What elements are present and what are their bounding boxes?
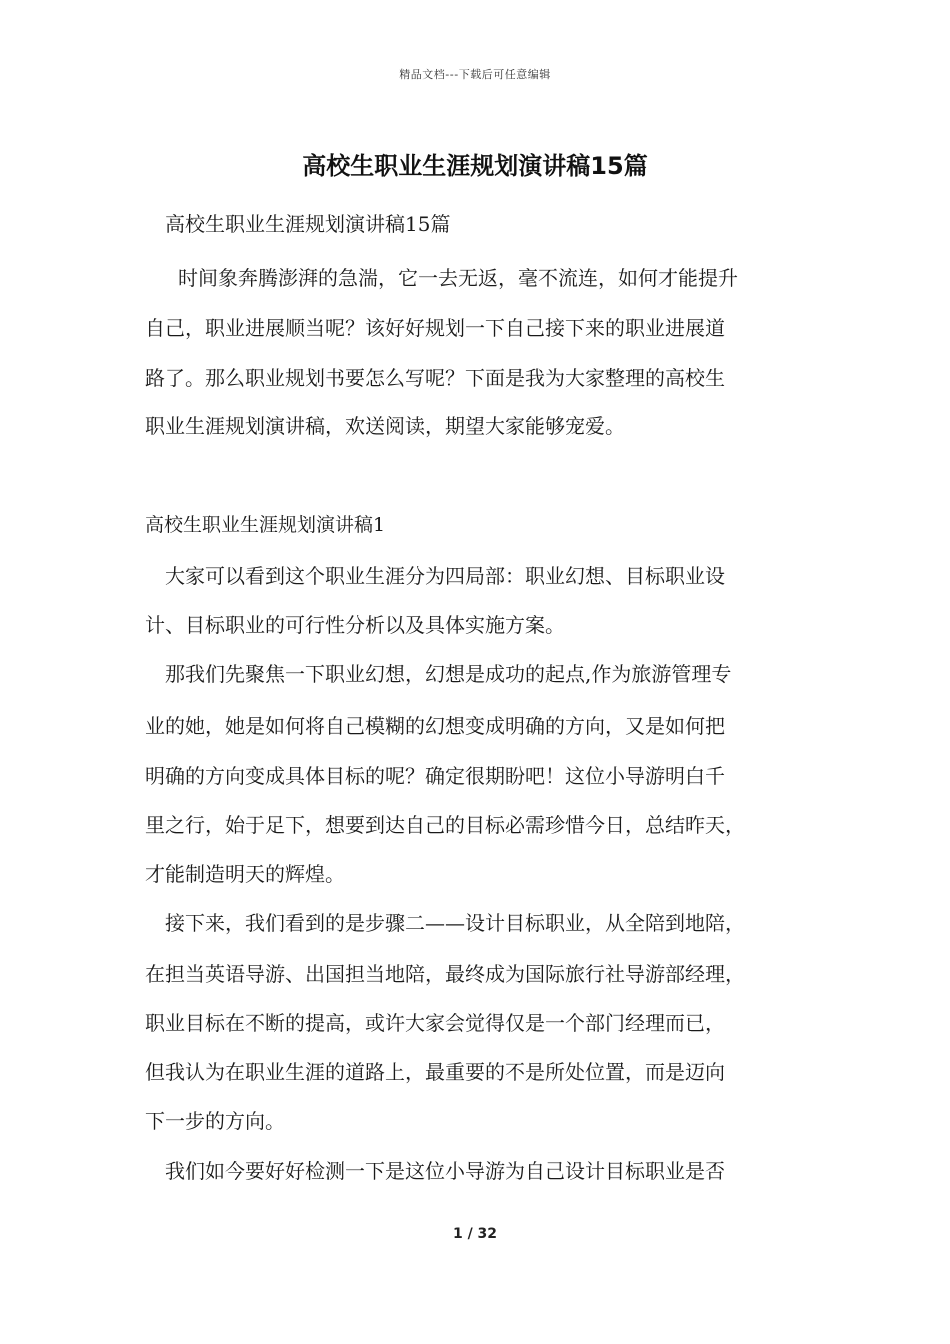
paragraph-line: 里之行，始于足下，想要到达自己的目标必需珍惜今日，总结昨天，: [145, 813, 745, 837]
paragraph-line: 但我认为在职业生涯的道路上，最重要的不是所处位置，而是迈向: [145, 1060, 725, 1084]
paragraph-line: 业的她，她是如何将自己模糊的幻想变成明确的方向，又是如何把: [145, 714, 725, 738]
paragraph-line: 职业目标在不断的提高，或许大家会觉得仅是一个部门经理而已，: [145, 1011, 725, 1035]
paragraph-line: 计、目标职业的可行性分析以及具体实施方案。: [145, 613, 565, 637]
paragraph-line: 下一步的方向。: [145, 1109, 285, 1133]
paragraph-line: 我们如今要好好检测一下是这位小导游为自己设计目标职业是否: [165, 1159, 725, 1183]
document-subtitle: 高校生职业生涯规划演讲稿15篇: [165, 212, 451, 236]
paragraph-line: 大家可以看到这个职业生涯分为四局部：职业幻想、目标职业设: [165, 564, 725, 588]
paragraph-line: 明确的方向变成具体目标的呢？确定很期盼吧！这位小导游明白千: [145, 764, 725, 788]
document-title: 高校生职业生涯规划演讲稿15篇: [302, 152, 648, 180]
paragraph-line: 那我们先聚焦一下职业幻想，幻想是成功的起点,作为旅游管理专: [165, 662, 732, 686]
paragraph-line: 接下来，我们看到的是步骤二——设计目标职业，从全陪到地陪，: [165, 911, 745, 935]
intro-line: 自己，职业进展顺当呢？该好好规划一下自己接下来的职业进展道: [145, 316, 725, 340]
page-header: 精品文档---下载后可任意编辑: [399, 68, 551, 81]
intro-line: 时间象奔腾澎湃的急湍，它一去无返，毫不流连，如何才能提升: [178, 266, 738, 290]
paragraph-line: 才能制造明天的辉煌。: [145, 862, 345, 886]
intro-line: 职业生涯规划演讲稿，欢送阅读，期望大家能够宠爱。: [145, 414, 625, 438]
page-number: 1 / 32: [452, 1226, 498, 1242]
paragraph-line: 在担当英语导游、出国担当地陪，最终成为国际旅行社导游部经理，: [145, 962, 745, 986]
intro-line: 路了。那么职业规划书要怎么写呢？下面是我为大家整理的高校生: [145, 366, 725, 390]
section-heading: 高校生职业生涯规划演讲稿1: [145, 514, 386, 536]
